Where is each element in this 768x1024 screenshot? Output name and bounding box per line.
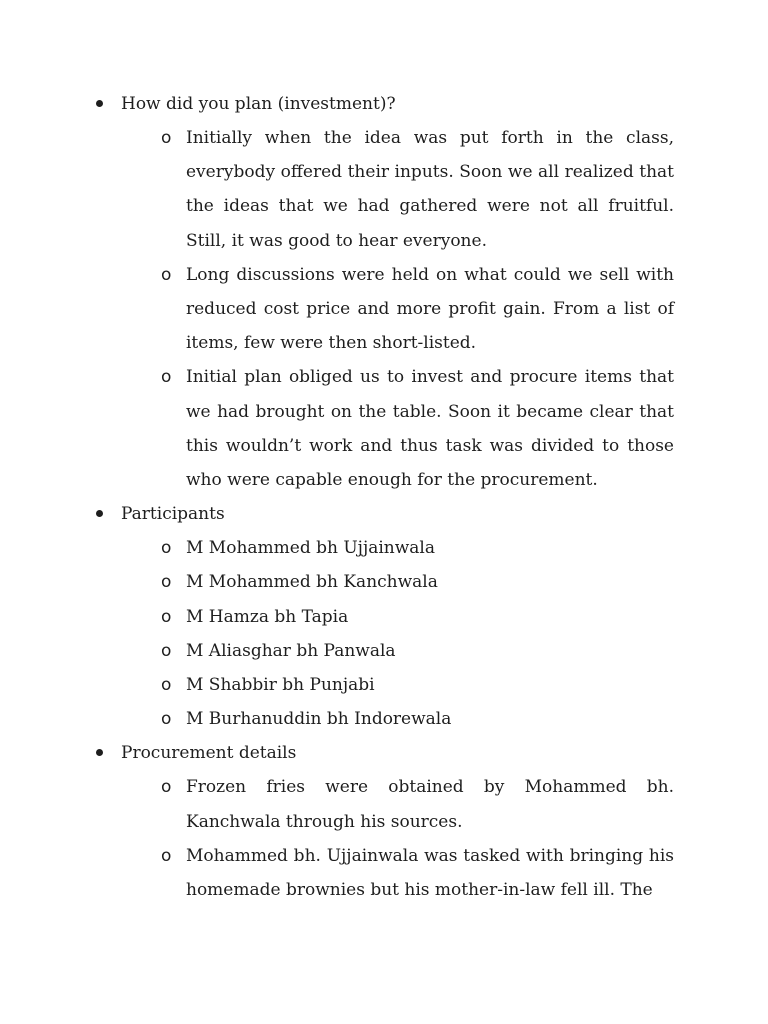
sub-bullet-icon: o <box>161 572 172 593</box>
sub-bullet-icon: o <box>161 606 172 627</box>
sub-bullet-icon: o <box>161 264 172 285</box>
bullet-heading <box>0 87 768 121</box>
sub-bullet-icon: o <box>161 845 172 866</box>
list-item <box>0 360 674 497</box>
sub-bullet-icon: o <box>161 709 172 730</box>
participant-name: M Aliasghar bh Panwala <box>186 640 396 661</box>
section-heading: Procurement details <box>121 743 297 764</box>
list-item-text: Long discussions were held on what could we sell with reduced cost price and more profit gain. From a list of items, few were then short-listed. <box>186 264 674 354</box>
sub-bullet-icon: o <box>161 367 172 388</box>
participant-item <box>0 702 674 736</box>
sub-bullet-icon: o <box>161 538 172 559</box>
sub-bullet-icon: o <box>161 675 172 696</box>
bullet-dot-icon <box>96 100 103 107</box>
participant-item <box>0 565 674 599</box>
document-body <box>0 87 768 907</box>
section-planning <box>0 87 768 497</box>
list-item-text: Initially when the idea was put forth in the class, everybody offered their inputs. Soon we all realized that the ideas that we had gathered were not all fruitful. Still, it was good to hear everyone. <box>186 128 674 251</box>
list-item <box>0 258 674 361</box>
participant-item <box>0 600 674 634</box>
participant-item <box>0 531 674 565</box>
list-item-text: Mohammed bh. Ujjainwala was tasked with bringing his homemade brownies but his mother-in-law fell ill. The <box>186 845 674 901</box>
sub-bullet-icon: o <box>161 128 172 148</box>
participant-name: M Mohammed bh Kanchwala <box>186 572 438 593</box>
participant-item <box>0 634 674 668</box>
participant-item <box>0 668 674 702</box>
bullet-heading <box>0 736 768 770</box>
bullet-dot-icon <box>96 510 103 517</box>
list-item-text: Initial plan obliged us to invest and procure items that we had brought on the table. Soon it became clear that this wouldn’t work and thus task was divided to those who were capable enough for the procurement. <box>186 367 674 491</box>
list-item <box>0 121 674 258</box>
sub-bullet-icon: o <box>161 640 172 661</box>
section-heading: How did you plan (investment)? <box>121 94 396 114</box>
list-item <box>0 839 674 907</box>
participant-name: M Mohammed bh Ujjainwala <box>186 538 436 559</box>
sub-bullet-icon: o <box>161 777 172 798</box>
section-heading: Participants <box>121 504 225 525</box>
list-item-text: Frozen fries were obtained by Mohammed bh. Kanchwala through his sources. <box>186 777 674 832</box>
participant-name: M Hamza bh Tapia <box>186 606 349 627</box>
participant-name: M Shabbir bh Punjabi <box>186 675 375 696</box>
section-procurement <box>0 736 768 907</box>
section-participants <box>0 497 768 736</box>
list-item <box>0 770 674 838</box>
bullet-dot-icon <box>96 749 103 756</box>
participant-name: M Burhanuddin bh Indorewala <box>186 709 452 730</box>
bullet-heading <box>0 497 768 531</box>
